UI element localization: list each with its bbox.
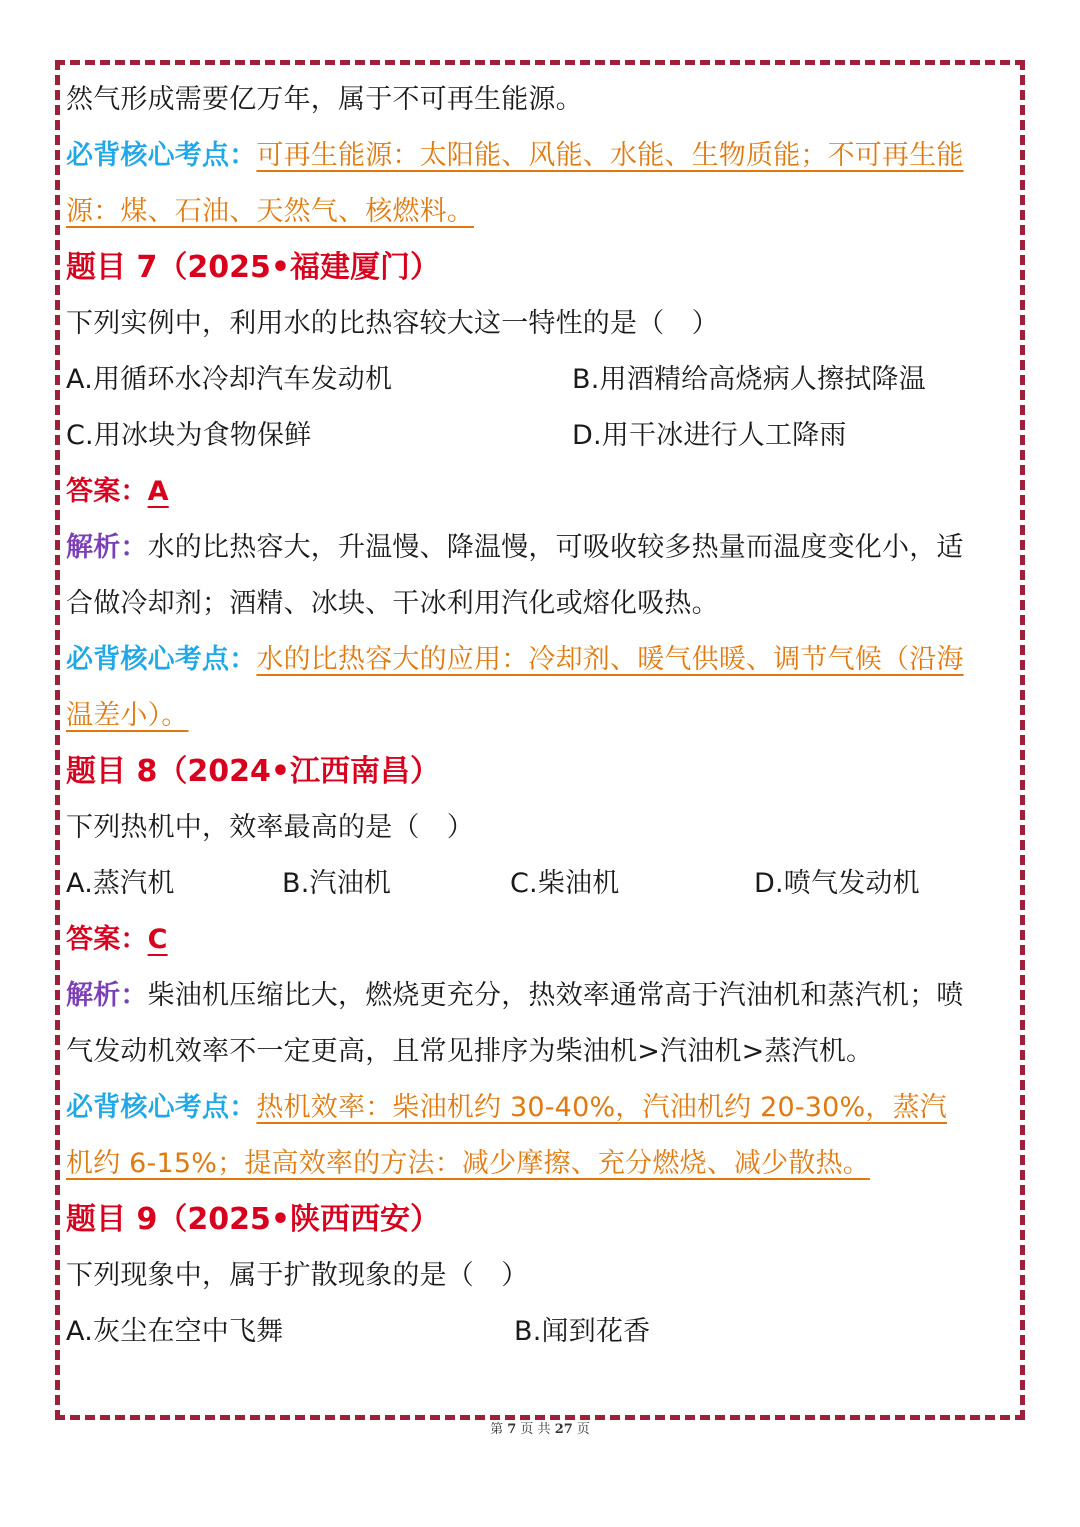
analysis-label: 解析 [66,980,121,1011]
question-7-option-a: A.用循环水冷却汽车发动机 [66,364,393,395]
question-8-key-point-line2 [66,1136,1016,1192]
question-8-title: 题目 8（2024•江西南昌） [66,754,440,789]
key-point-label: 必背核心考点 [66,1092,230,1123]
question-7-stem: 下列实例中，利用水的比热容较大这一特性的是（ ） [66,308,719,339]
answer-label: 答案 [66,924,121,955]
current-page-number: 7 [507,1422,517,1437]
question-8-answer: 答案：C [66,924,168,955]
continuation-text: 然气形成需要亿万年，属于不可再生能源。 [66,84,583,115]
question-8-options-row [66,856,1016,912]
question-8-option-d: D.喷气发动机 [754,868,920,899]
key-point-text: 温差小）。 [66,700,189,731]
question-8-option-c: C.柴油机 [510,868,620,899]
answer-label: 答案 [66,476,121,507]
key-point-text: 水的比热容大的应用：冷却剂、暖气供暖、调节气候（沿海 [256,644,964,675]
question-8-key-point-line1: 必背核心考点：热机效率：柴油机约 30-40%，汽油机约 20-30%，蒸汽 [66,1092,947,1123]
analysis-text: 柴油机压缩比大，燃烧更充分，热效率通常高于汽油机和蒸汽机；喷 [147,980,964,1011]
question-9-options-row1 [66,1304,1016,1360]
question-8-stem: 下列热机中，效率最高的是（ ） [66,812,474,843]
analysis-label: 解析 [66,532,121,563]
key-point-text: 热机效率：柴油机约 30-40%，汽油机约 20-30%，蒸汽 [256,1092,947,1123]
question-9-stem: 下列现象中，属于扩散现象的是（ ） [66,1260,529,1291]
question-7-analysis-line2: 合做冷却剂；酒精、冰块、干冰利用汽化或熔化吸热。 [66,588,719,619]
question-7-title: 题目 7（2025•福建厦门） [66,250,440,285]
question-7-key-point-line2 [66,688,1016,744]
total-page-count: 27 [554,1422,573,1437]
key-point-0-line2 [66,184,1016,240]
question-9-title: 题目 9（2025•陕西西安） [66,1202,440,1237]
key-point-text: 源：煤、石油、天然气、核燃料。 [66,196,474,227]
question-7-option-b: B.用酒精给高烧病人擦拭降温 [572,364,926,395]
question-9-option-a: A.灰尘在空中飞舞 [66,1316,284,1347]
page-content [66,72,1016,1360]
question-7-option-c: C.用冰块为食物保鲜 [66,420,312,451]
key-point-0-line1: 必背核心考点：可再生能源：太阳能、风能、水能、生物质能；不可再生能 [66,140,964,171]
key-point-text: 机约 6-15%；提高效率的方法：减少摩擦、充分燃烧、减少散热。 [66,1148,870,1179]
question-7-options-row1 [66,352,1016,408]
analysis-text: 水的比热容大，升温慢、降温慢，可吸收较多热量而温度变化小，适 [147,532,964,563]
question-8-analysis-line1: 解析：柴油机压缩比大，燃烧更充分，热效率通常高于汽油机和蒸汽机；喷 [66,980,964,1011]
answer-value: A [147,476,169,507]
question-7-options-row2 [66,408,1016,464]
key-point-text: 可再生能源：太阳能、风能、水能、生物质能；不可再生能 [256,140,964,171]
key-point-label: 必背核心考点 [66,140,230,171]
question-9-option-b: B.闻到花香 [514,1316,651,1347]
question-7-key-point-line1: 必背核心考点：水的比热容大的应用：冷却剂、暖气供暖、调节气候（沿海 [66,644,964,675]
question-7-analysis-line1: 解析：水的比热容大，升温慢、降温慢，可吸收较多热量而温度变化小，适 [66,532,964,563]
question-7-answer: 答案：A [66,476,169,507]
key-point-label: 必背核心考点 [66,644,230,675]
question-8-analysis-line2: 气发动机效率不一定更高，且常见排序为柴油机>汽油机>蒸汽机。 [66,1036,874,1067]
question-7-option-d: D.用干冰进行人工降雨 [572,420,847,451]
answer-value: C [147,924,168,955]
question-8-option-b: B.汽油机 [282,868,392,899]
page-footer: 第 7 页 共 27 页 [490,1422,590,1437]
question-8-option-a: A.蒸汽机 [66,868,175,899]
